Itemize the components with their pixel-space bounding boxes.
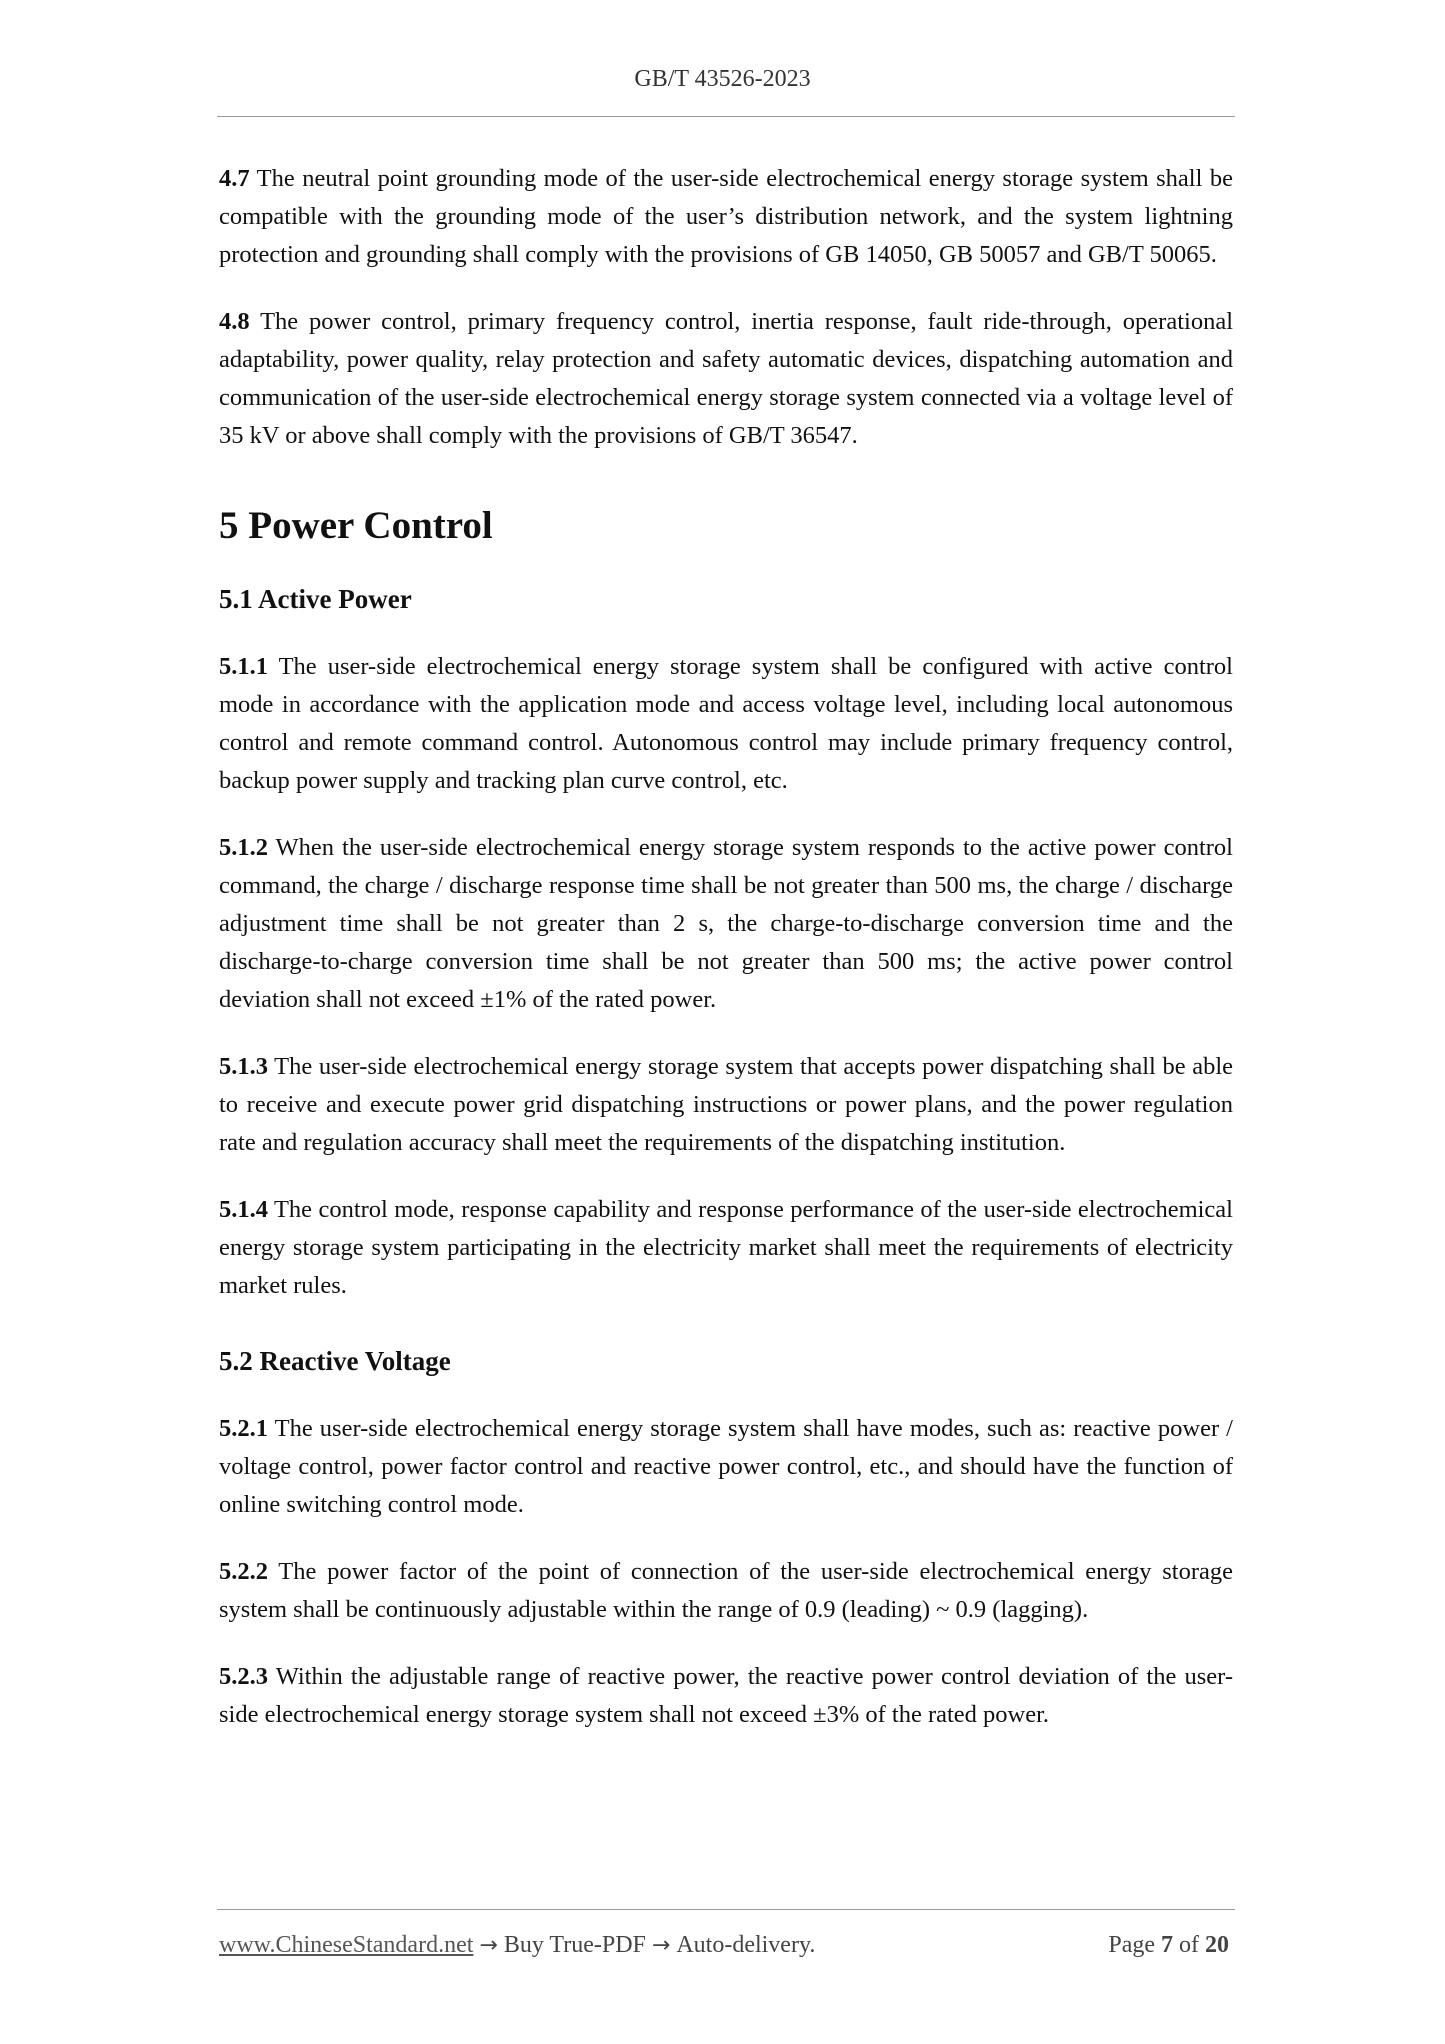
- clause-text: The user-side electrochemical energy storage system that accepts power dispatching shall be able to receive and execute power grid dispatching instructions or power plans, and the power regulation rate and regulation accuracy shall meet the requirements of the dispatching institution.: [219, 1053, 1233, 1156]
- clause-number: 5.2.3: [219, 1663, 268, 1690]
- clause-text: When the user-side electrochemical energy storage system responds to the active power control command, the charge / discharge response time shall be not greater than 500 ms, the charge / discharge adjustment time shall be not greater than 2 s, the charge-to-discharge conversion time and the discharge-to-charge conversion time shall be not greater than 500 ms; the active power control deviation shall not exceed ±1% of the rated power.: [219, 834, 1233, 1013]
- clause-5-1-1: [219, 648, 1233, 800]
- clause-number: 5.2.2: [219, 1558, 268, 1585]
- current-page-number: 7: [1161, 1932, 1173, 1958]
- clause-text: The user-side electrochemical energy storage system shall have modes, such as: reactive power / voltage control, power factor control and reactive power control, etc., and should have the function of online switching control mode.: [219, 1415, 1233, 1518]
- document-body: [219, 160, 1233, 1763]
- clause-text: Within the adjustable range of reactive power, the reactive power control deviation of the user-side electrochemical energy storage system shall not exceed ±3% of the rated power.: [219, 1663, 1233, 1728]
- website-link[interactable]: www.ChineseStandard.net: [219, 1932, 474, 1958]
- header-divider: [217, 116, 1235, 117]
- arrow-right-icon: →: [479, 1933, 498, 1958]
- section-heading-5: 5 Power Control: [219, 504, 493, 547]
- clause-number: 5.2.1: [219, 1415, 268, 1442]
- clause-number: 4.8: [219, 308, 250, 335]
- clause-number: 4.7: [219, 165, 250, 192]
- subsection-heading-5-1: 5.1 Active Power: [219, 584, 412, 614]
- arrow-right-icon: →: [651, 1933, 671, 1958]
- footer-promo: [219, 1928, 815, 1963]
- clause-text: The control mode, response capability and response performance of the user-side electrochemical energy storage system participating in the electricity market shall meet the requirements of electricity market rules.: [219, 1196, 1233, 1299]
- footer-divider: [217, 1909, 1235, 1910]
- clause-text: The power factor of the point of connection of the user-side electrochemical energy storage system shall be continuously adjustable within the range of 0.9 (leading) ~ 0.9 (lagging).: [219, 1558, 1233, 1623]
- clause-5-2-3: [219, 1658, 1233, 1734]
- clause-5-2-1: [219, 1410, 1233, 1524]
- clause-5-1-4: [219, 1191, 1233, 1305]
- of-label: of: [1179, 1932, 1199, 1958]
- clause-5-2-2: [219, 1553, 1233, 1629]
- page-indicator: [1108, 1928, 1229, 1962]
- total-page-count: 20: [1205, 1932, 1229, 1958]
- document-header-title: GB/T 43526-2023: [634, 66, 811, 92]
- buy-true-pdf-text: Buy True-PDF: [503, 1932, 646, 1958]
- clause-5-1-2: [219, 829, 1233, 1019]
- clause-4-7: [219, 160, 1233, 274]
- auto-delivery-text: Auto-delivery.: [676, 1932, 816, 1958]
- page-label: Page: [1108, 1932, 1155, 1958]
- clause-text: The neutral point grounding mode of the user-side electrochemical energy storage system shall be compatible with the grounding mode of the user’s distribution network, and the system lightning protection and grounding shall comply with the provisions of GB 14050, GB 50057 and GB/T 50065.: [219, 165, 1233, 268]
- clause-text: The power control, primary frequency control, inertia response, fault ride-through, operational adaptability, power quality, relay protection and safety automatic devices, dispatching automation and communication of the user-side electrochemical energy storage system connected via a voltage level of 35 kV or above shall comply with the provisions of GB/T 36547.: [219, 308, 1233, 449]
- clause-5-1-3: [219, 1048, 1233, 1162]
- clause-number: 5.1.1: [219, 653, 268, 680]
- clause-4-8: [219, 303, 1233, 455]
- subsection-heading-5-2: 5.2 Reactive Voltage: [219, 1346, 451, 1376]
- clause-number: 5.1.4: [219, 1196, 268, 1223]
- clause-text: The user-side electrochemical energy storage system shall be configured with active control mode in accordance with the application mode and access voltage level, including local autonomous control and remote command control. Autonomous control may include primary frequency control, backup power supply and tracking plan curve control, etc.: [219, 653, 1233, 794]
- clause-number: 5.1.2: [219, 834, 268, 861]
- clause-number: 5.1.3: [219, 1053, 268, 1080]
